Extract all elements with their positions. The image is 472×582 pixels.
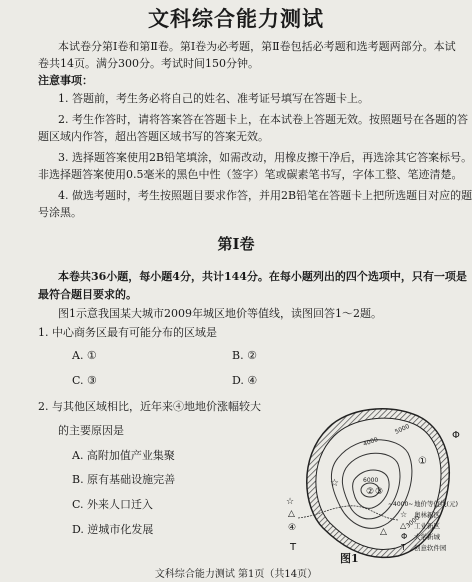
- intro-line-1: 本试卷分第Ⅰ卷和第Ⅱ卷。第Ⅰ卷为必考题，第Ⅱ卷包括必考题和选考题两部分。本试: [58, 40, 456, 53]
- contour-label: 3000: [404, 514, 421, 530]
- legend-symbol: △: [400, 521, 407, 530]
- university-symbol: Φ: [452, 430, 460, 441]
- legend-label: 奥林新区: [414, 511, 440, 519]
- q1-option-a[interactable]: A. ①: [72, 349, 97, 362]
- section-title: 第Ⅰ卷: [217, 235, 255, 253]
- section-desc-1: 本卷共36小题，每小题4分，共计144分。在每小题列出的四个选项中，只有一项是: [58, 270, 467, 283]
- figure-intro: 图1示意我国某大城市2009年城区地价等值线，读图回答1～2题。: [58, 307, 382, 320]
- legend-label: 创意软件园: [414, 544, 447, 552]
- legend-label: 地价等值线(元): [414, 500, 459, 508]
- q2-option-d[interactable]: D. 逆城市化发展: [72, 523, 154, 536]
- map-caption: 图1: [340, 552, 359, 565]
- legend-symbol: T: [401, 543, 406, 552]
- legend-label: 工业新区: [414, 522, 440, 530]
- industrial-symbol: △: [380, 527, 387, 537]
- q2-option-b[interactable]: B. 原有基础设施完善: [72, 473, 176, 486]
- area-label-4: ④: [288, 523, 297, 533]
- olympic-symbol: ☆: [330, 478, 339, 489]
- q1-option-d[interactable]: D. ④: [232, 374, 258, 387]
- note-line: 4. 做选考题时，考生按照题目要求作答，并用2B铅笔在答题卡上把所选题目对应的题: [58, 189, 472, 202]
- note-line: 题区域内作答，超出答题区域书写的答案无效。: [38, 130, 269, 143]
- software-symbol: T: [290, 542, 297, 553]
- notes-heading: 注意事项：: [38, 74, 93, 87]
- contour-label: 4000: [362, 436, 380, 448]
- note-line: 2. 考生作答时，请将答案答在答题卡上，在本试卷上答题无效。按照题号在各题的答: [58, 113, 468, 126]
- legend-label: 大学新城: [414, 533, 440, 541]
- note-line: 3. 选择题答案使用2B铅笔填涂，如需改动，用橡皮擦干净后，再选涂其它答案标号。: [58, 151, 472, 164]
- area-label-3: ③: [375, 487, 384, 497]
- page-title: 文科综合能力测试: [148, 6, 324, 31]
- q1-option-c[interactable]: C. ③: [72, 374, 97, 387]
- area-label-2: ②: [366, 487, 375, 497]
- legend-symbol: Φ: [401, 532, 408, 541]
- legend-symbol: ~4000~: [388, 501, 414, 508]
- note-line: 非选择题答案使用0.5毫米的黑色中性（签字）笔或碳素笔书写，字体工整、笔迹清楚。: [38, 168, 463, 181]
- area-label-1: ①: [418, 456, 427, 467]
- q2-stem-1: 2. 与其他区域相比，近年来④地地价涨幅较大: [38, 400, 261, 413]
- legend-symbol: ☆: [400, 510, 408, 519]
- contour-label: 6000: [363, 477, 379, 484]
- q1-option-b[interactable]: B. ②: [232, 349, 257, 362]
- small-symbol: ☆: [286, 497, 295, 507]
- q2-option-c[interactable]: C. 外来人口迁入: [72, 498, 154, 511]
- q2-stem-2: 的主要原因是: [58, 424, 124, 437]
- page-footer: 文科综合能力测试 第1页（共14页）: [154, 569, 318, 580]
- land-price-map: [268, 398, 472, 566]
- q1-stem: 1. 中心商务区最有可能分布的区域是: [38, 326, 217, 339]
- note-line: 1. 答题前，考生务必将自己的姓名、准考证号填写在答题卡上。: [58, 92, 369, 105]
- note-line: 号涂黑。: [38, 206, 82, 219]
- q2-option-a[interactable]: A. 高附加值产业集聚: [72, 449, 175, 462]
- small-symbol: △: [288, 509, 295, 519]
- section-desc-2: 最符合题目要求的。: [38, 288, 137, 301]
- contour-label: 5000: [393, 423, 411, 436]
- intro-line-2: 卷共14页。满分300分。考试时间150分钟。: [38, 57, 259, 70]
